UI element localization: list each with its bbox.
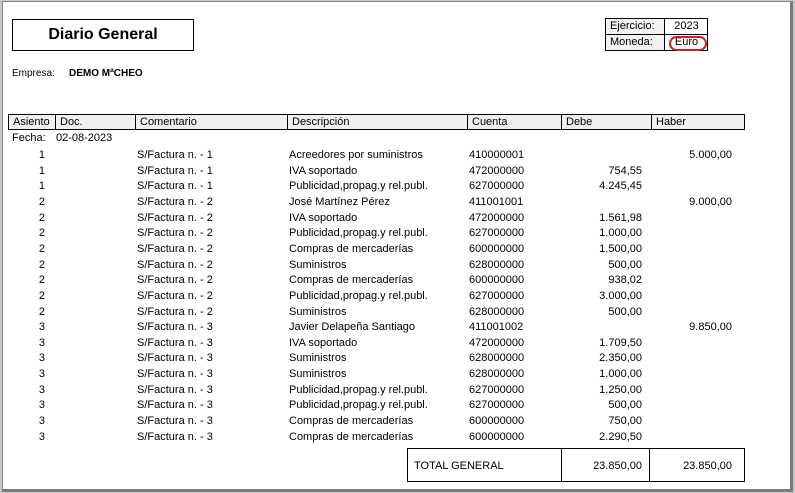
total-debe: 23.850,00 (593, 460, 642, 472)
cuenta-cell: 628000000 (469, 368, 525, 381)
asiento-cell: 2 (38, 195, 45, 208)
comentario-cell: S/Factura n. - 3 (137, 336, 213, 349)
col-cuenta: Cuenta (467, 115, 561, 129)
table-row (3, 242, 790, 258)
debe-cell: 4.245,45 (599, 180, 642, 193)
ejercicio-moneda-box (605, 18, 708, 51)
debe-cell: 750,00 (608, 415, 642, 428)
debe-cell: 938,02 (608, 274, 642, 287)
table-row (3, 226, 790, 242)
debe-cell: 2.350,00 (599, 352, 642, 365)
table-row (3, 273, 790, 289)
comentario-cell: S/Factura n. - 2 (137, 242, 213, 255)
comentario-cell: S/Factura n. - 2 (137, 211, 213, 224)
empresa-label: Empresa: (12, 68, 55, 79)
debe-cell: 500,00 (608, 305, 642, 318)
cuenta-cell: 600000000 (469, 430, 525, 443)
comentario-cell: S/Factura n. - 1 (137, 149, 213, 161)
debe-cell: 1.000,00 (599, 368, 642, 381)
descripcion-cell: Compras de mercaderías (289, 242, 414, 255)
comentario-cell: S/Factura n. - 3 (137, 321, 213, 334)
moneda-highlight-ring (669, 36, 707, 51)
descripcion-cell: Compras de mercaderías (289, 430, 414, 443)
descripcion-cell: Publicidad,propag.y rel.publ. (289, 399, 428, 412)
comentario-cell: S/Factura n. - 3 (137, 352, 213, 365)
ejercicio-label: Ejercicio: (606, 19, 665, 34)
table-row (3, 289, 790, 305)
descripcion-cell: Compras de mercaderías (289, 415, 414, 428)
asiento-cell: 3 (38, 399, 45, 412)
table-row (3, 320, 790, 336)
ejercicio-row (606, 19, 707, 34)
asiento-cell: 2 (38, 274, 45, 287)
ejercicio-value: 2023 (674, 20, 699, 32)
asiento-cell: 3 (38, 415, 45, 428)
col-doc: Doc. (55, 115, 135, 129)
asiento-cell: 3 (38, 321, 45, 334)
cuenta-cell: 600000000 (469, 242, 525, 255)
asiento-cell: 3 (38, 368, 45, 381)
debe-cell: 1.250,00 (599, 383, 642, 396)
descripcion-cell: Publicidad,propag.y rel.publ. (289, 383, 428, 396)
fecha-value: 02-08-2023 (56, 132, 113, 144)
debe-cell: 1.000,00 (599, 227, 642, 240)
comentario-cell: S/Factura n. - 1 (137, 164, 213, 177)
total-label: TOTAL GENERAL (414, 460, 504, 472)
report-page (2, 1, 793, 492)
asiento-cell: 2 (38, 242, 45, 255)
comentario-cell: S/Factura n. - 3 (137, 430, 213, 443)
descripcion-cell: Acreedores por suministros (289, 149, 423, 161)
descripcion-cell: Javier Delapeña Santiago (289, 321, 415, 334)
comentario-cell: S/Factura n. - 1 (137, 180, 213, 193)
descripcion-cell: IVA soportado (289, 164, 358, 177)
comentario-cell: S/Factura n. - 3 (137, 368, 213, 381)
descripcion-cell: Suministros (289, 352, 347, 365)
cuenta-cell: 627000000 (469, 227, 525, 240)
cuenta-cell: 472000000 (469, 164, 525, 177)
asiento-cell: 2 (38, 289, 45, 302)
cuenta-cell: 472000000 (469, 336, 525, 349)
debe-cell: 1.561,98 (599, 211, 642, 224)
col-asiento: Asiento (13, 116, 50, 128)
cuenta-cell: 628000000 (469, 305, 525, 318)
cuenta-cell: 600000000 (469, 274, 525, 287)
total-general-box (407, 448, 745, 482)
comentario-cell: S/Factura n. - 2 (137, 195, 213, 208)
table-row (3, 367, 790, 383)
cuenta-cell: 472000000 (469, 211, 525, 224)
cuenta-cell: 627000000 (469, 383, 525, 396)
asiento-cell: 3 (38, 352, 45, 365)
table-row (3, 336, 790, 352)
cuenta-cell: 628000000 (469, 352, 525, 365)
table-row (3, 179, 790, 195)
total-haber: 23.850,00 (683, 460, 732, 472)
haber-cell: 5.000,00 (689, 149, 732, 161)
haber-cell: 9.850,00 (689, 321, 732, 334)
debe-cell: 2.290,50 (599, 430, 642, 443)
cuenta-cell: 627000000 (469, 399, 525, 412)
cuenta-cell: 410000001 (469, 149, 525, 161)
comentario-cell: S/Factura n. - 3 (137, 383, 213, 396)
descripcion-cell: Publicidad,propag.y rel.publ. (289, 180, 428, 193)
table-row (3, 195, 790, 211)
cuenta-cell: 627000000 (469, 180, 525, 193)
descripcion-cell: Publicidad,propag.y rel.publ. (289, 289, 428, 302)
debe-cell: 500,00 (608, 258, 642, 271)
descripcion-cell: Compras de mercaderías (289, 274, 414, 287)
asiento-cell: 2 (38, 305, 45, 318)
descripcion-cell: Suministros (289, 368, 347, 381)
descripcion-cell: Suministros (289, 305, 347, 318)
report-title: Diario General (12, 19, 194, 51)
descripcion-cell: José Martínez Pérez (289, 195, 390, 208)
debe-cell: 1.500,00 (599, 242, 642, 255)
comentario-cell: S/Factura n. - 3 (137, 415, 213, 428)
descripcion-cell: IVA soportado (289, 336, 358, 349)
table-header (8, 114, 745, 130)
asiento-cell: 2 (38, 227, 45, 240)
comentario-cell: S/Factura n. - 2 (137, 305, 213, 318)
cuenta-cell: 628000000 (469, 258, 525, 271)
debe-cell: 754,55 (608, 164, 642, 177)
debe-cell: 500,00 (608, 399, 642, 412)
comentario-cell: S/Factura n. - 2 (137, 258, 213, 271)
asiento-cell: 2 (38, 258, 45, 271)
col-debe: Debe (561, 115, 651, 129)
table-row (3, 398, 790, 414)
comentario-cell: S/Factura n. - 2 (137, 289, 213, 302)
table-row (3, 430, 790, 446)
asiento-cell: 1 (38, 164, 45, 177)
asiento-cell: 3 (38, 336, 45, 349)
cuenta-cell: 411001002 (469, 321, 524, 334)
moneda-label: Moneda: (606, 35, 665, 50)
comentario-cell: S/Factura n. - 3 (137, 399, 213, 412)
asiento-cell: 1 (38, 180, 45, 193)
empresa-value: DEMO MªCHEO (69, 68, 143, 79)
fecha-label: Fecha: (12, 132, 46, 144)
descripcion-cell: Suministros (289, 258, 347, 271)
asiento-cell: 3 (38, 430, 45, 443)
table-row (3, 383, 790, 399)
cuenta-cell: 627000000 (469, 289, 525, 302)
cuenta-cell: 600000000 (469, 415, 525, 428)
comentario-cell: S/Factura n. - 2 (137, 274, 213, 287)
comentario-cell: S/Factura n. - 2 (137, 227, 213, 240)
table-row (3, 351, 790, 367)
haber-cell: 9.000,00 (689, 195, 732, 208)
moneda-value: Euro (674, 36, 699, 48)
debe-cell: 1.709,50 (599, 336, 642, 349)
debe-cell: 3.000,00 (599, 289, 642, 302)
table-row (3, 211, 790, 227)
descripcion-cell: IVA soportado (289, 211, 358, 224)
table-row (3, 148, 790, 164)
asiento-cell: 2 (38, 211, 45, 224)
table-row (3, 258, 790, 274)
descripcion-cell: Publicidad,propag.y rel.publ. (289, 227, 428, 240)
table-row (3, 164, 790, 180)
col-haber: Haber (651, 115, 744, 129)
col-comentario: Comentario (135, 115, 287, 129)
table-row (3, 414, 790, 430)
asiento-cell: 3 (38, 383, 45, 396)
table-row (3, 305, 790, 321)
asiento-cell: 1 (38, 149, 45, 161)
cuenta-cell: 411001001 (469, 195, 524, 208)
col-descripcion: Descripción (287, 115, 467, 129)
